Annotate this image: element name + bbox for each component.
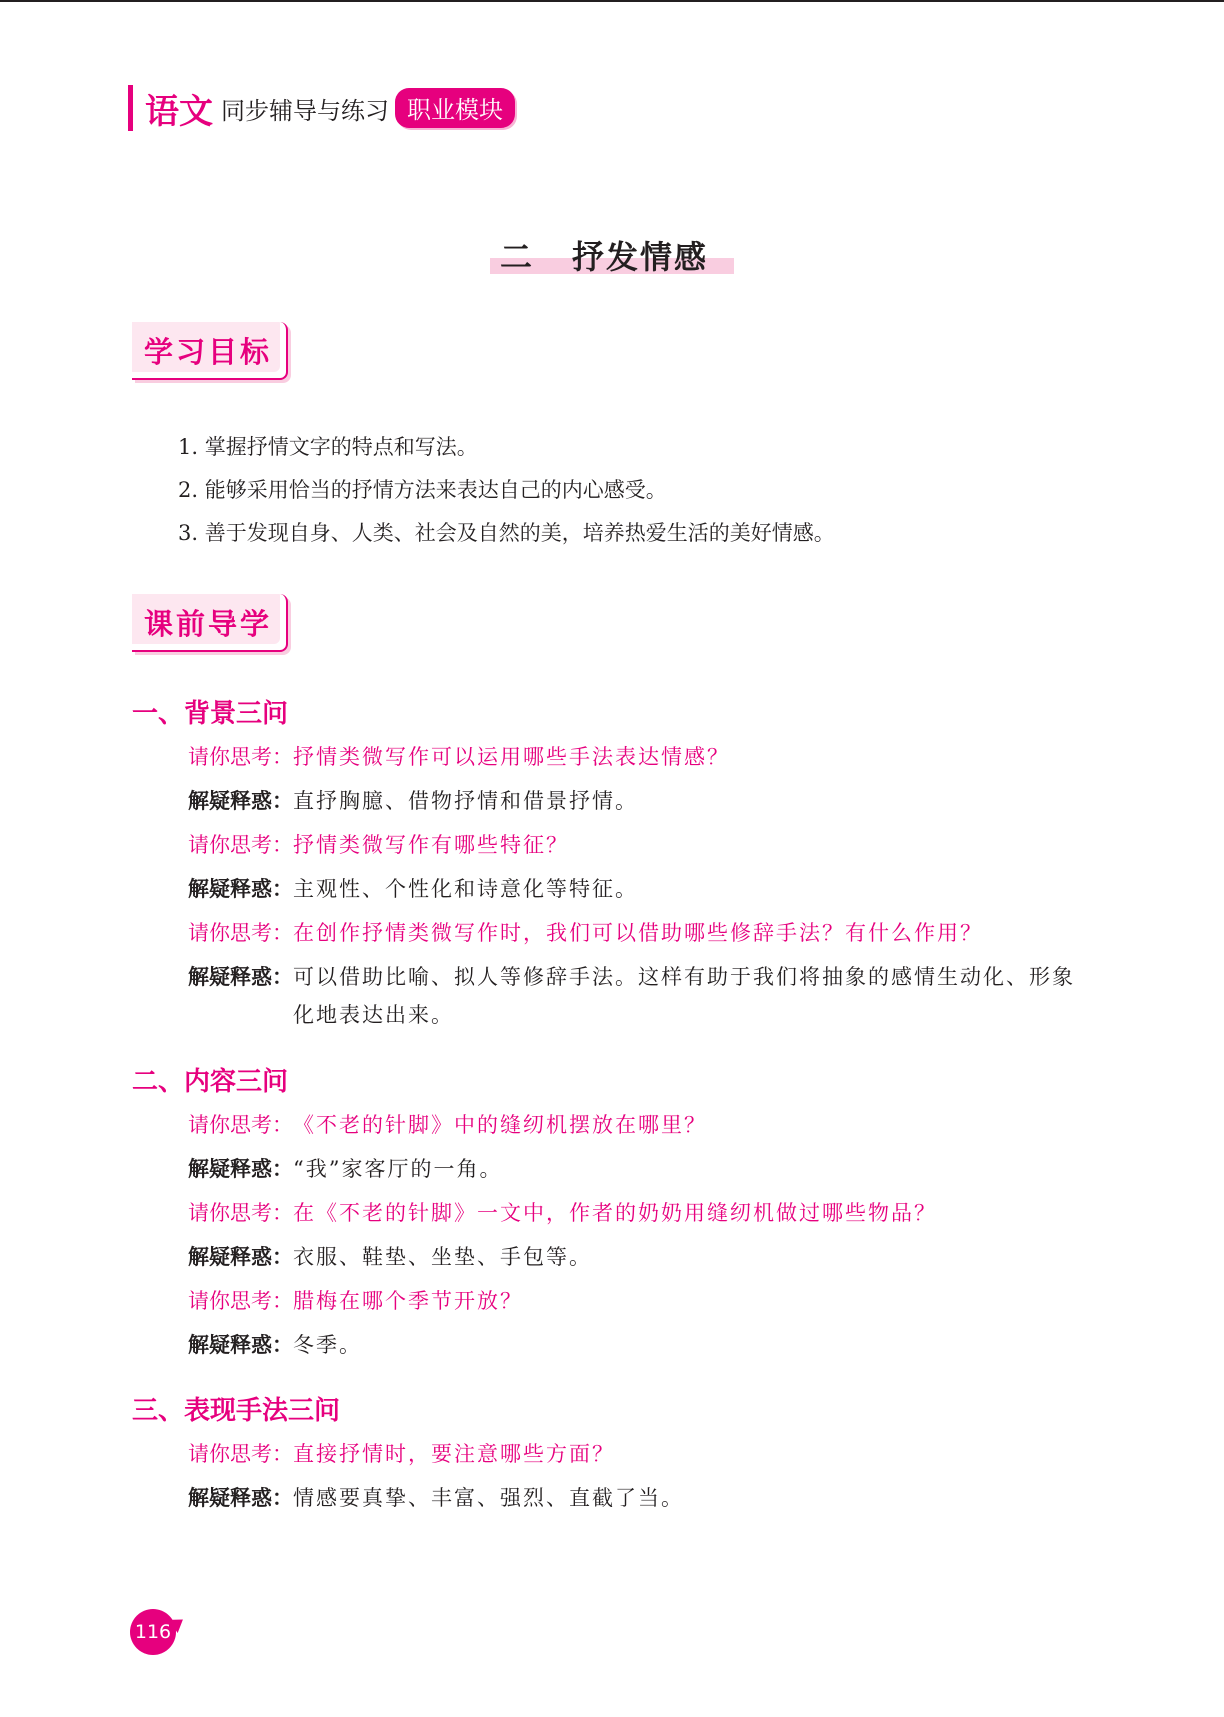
chapter-title (490, 232, 734, 276)
answer-row (188, 958, 1088, 1034)
answer-label: 解疑释惑： (188, 965, 293, 989)
question-text: 腊梅在哪个季节开放？ (293, 1289, 523, 1313)
question-text: 抒情类微写作有哪些特征？ (293, 833, 569, 857)
answer-label: 解疑释惑： (188, 789, 293, 813)
answer-text: 冬季。 (293, 1333, 362, 1357)
answer-text: 衣服、鞋垫、坐垫、手包等。 (293, 1245, 592, 1269)
question-row (188, 1106, 1088, 1144)
question-text: 在创作抒情类微写作时，我们可以借助哪些修辞手法？有什么作用？ (293, 921, 983, 945)
answer-label: 解疑释惑： (188, 877, 293, 901)
answer-row (188, 782, 1088, 820)
qa-group-background (188, 738, 1088, 1040)
question-row (188, 1435, 1088, 1473)
header-module-badge: 职业模块 (395, 88, 515, 128)
objective-item: 2. 能够采用恰当的抒情方法来表达自己的内心感受。 (178, 478, 667, 502)
question-row (188, 914, 1088, 952)
question-label: 请你思考： (188, 921, 293, 945)
question-label: 请你思考： (188, 1289, 293, 1313)
answer-label: 解疑释惑： (188, 1245, 293, 1269)
answer-text: 可以借助比喻、拟人等修辞手法。这样有助于我们将抽象的感情生动化、形象化地表达出来。 (293, 965, 1075, 1027)
question-row (188, 826, 1088, 864)
question-text: 《不老的针脚》中的缝纫机摆放在哪里？ (293, 1113, 707, 1137)
qa-group-technique (188, 1435, 1088, 1523)
objectives-list (178, 426, 835, 555)
question-label: 请你思考： (188, 1442, 293, 1466)
question-row (188, 1282, 1088, 1320)
question-row (188, 1194, 1088, 1232)
question-label: 请你思考： (188, 1201, 293, 1225)
qa-group-content (188, 1106, 1088, 1370)
answer-row (188, 1326, 1088, 1364)
question-text: 抒情类微写作可以运用哪些手法表达情感？ (293, 745, 730, 769)
question-label: 请你思考： (188, 745, 293, 769)
header-subject: 语文 (145, 91, 213, 132)
group-heading-background: 一、背景三问 (132, 699, 289, 729)
answer-row (188, 1238, 1088, 1276)
answer-text: 直抒胸臆、借物抒情和借景抒情。 (293, 789, 638, 813)
header-accent-bar (128, 85, 133, 131)
answer-row (188, 1150, 1088, 1188)
group-heading-content: 二、内容三问 (132, 1067, 289, 1097)
chapter-number: 二 (500, 238, 533, 276)
answer-text: “我”家客厅的一角。 (293, 1157, 503, 1181)
question-text: 直接抒情时，要注意哪些方面？ (293, 1442, 615, 1466)
chapter-name: 抒发情感 (572, 238, 709, 276)
question-text: 在《不老的针脚》一文中，作者的奶奶用缝纫机做过哪些物品？ (293, 1201, 937, 1225)
answer-row (188, 1479, 1088, 1517)
top-rule (0, 0, 1224, 2)
objective-item: 3. 善于发现自身、人类、社会及自然的美，培养热爱生活的美好情感。 (178, 521, 835, 545)
answer-text: 情感要真挚、丰富、强烈、直截了当。 (293, 1486, 684, 1510)
section-tab-objectives: 学习目标 (132, 322, 288, 380)
answer-label: 解疑释惑： (188, 1333, 293, 1357)
answer-row (188, 870, 1088, 908)
answer-label: 解疑释惑： (188, 1486, 293, 1510)
answer-text: 主观性、个性化和诗意化等特征。 (293, 877, 638, 901)
question-label: 请你思考： (188, 833, 293, 857)
running-header (128, 84, 515, 132)
page-number: 116 (130, 1609, 176, 1655)
header-series: 同步辅导与练习 (221, 96, 389, 125)
answer-label: 解疑释惑： (188, 1157, 293, 1181)
objective-item: 1. 掌握抒情文字的特点和写法。 (178, 435, 478, 459)
group-heading-technique: 三、表现手法三问 (132, 1396, 341, 1426)
section-tab-preview: 课前导学 (132, 594, 288, 652)
question-label: 请你思考： (188, 1113, 293, 1137)
question-row (188, 738, 1088, 776)
